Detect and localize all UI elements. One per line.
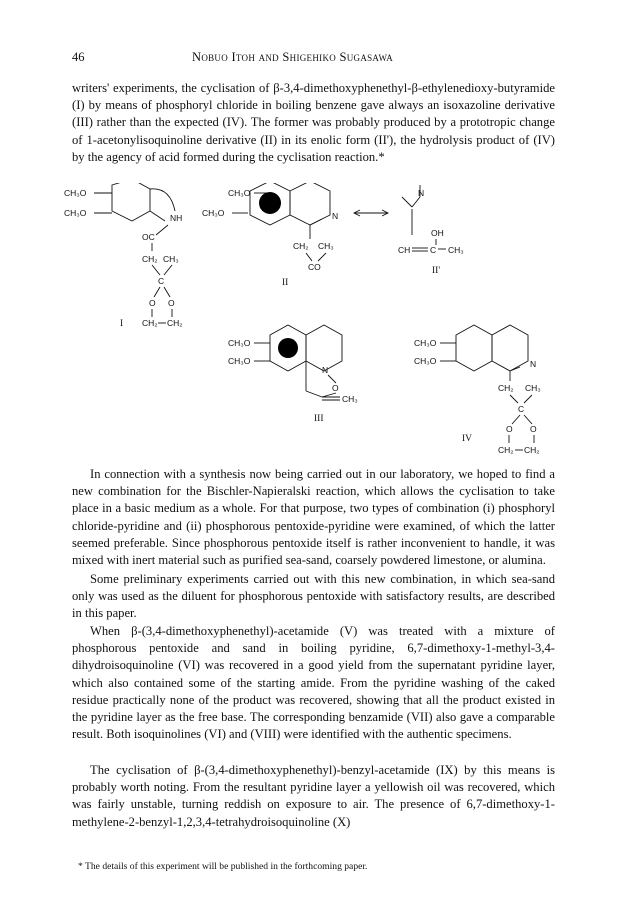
ch3o-label: CH₃O — [64, 188, 87, 198]
oxygen-label: O — [530, 424, 537, 434]
running-header — [72, 50, 552, 66]
ch-label: CH — [398, 245, 411, 255]
ch3o-label: CH₃O — [64, 208, 87, 218]
ch3o-label: CH₃O — [228, 356, 251, 366]
ch2-label: CH₂ — [167, 318, 183, 328]
page-number: 46 — [72, 50, 85, 64]
compound-label-III: III — [314, 414, 324, 424]
compound-I — [64, 183, 183, 329]
quaternary-c-label: C — [158, 276, 165, 286]
compound-II-prime — [398, 185, 464, 276]
paragraph-preliminary: Some preliminary experiments carried out with this new combination, in which sea-sand only was used as the diluent for phosphorous pentoxide with satisfactory results, are described in this paper. — [72, 572, 555, 621]
ch3o-label: CH₃O — [202, 208, 225, 218]
ch2-label: CH₂ — [524, 445, 540, 455]
n-label: N — [530, 359, 537, 369]
ch2-label: CH₂ — [142, 318, 158, 328]
c-label: C — [430, 245, 437, 255]
ch3-label: CH₃ — [448, 245, 464, 255]
compound-label-II-prime: II' — [432, 266, 441, 276]
ch2-label: CH₂ — [142, 254, 158, 264]
oxygen-label: O — [149, 298, 156, 308]
ch2-label: CH₂ — [498, 383, 514, 393]
ch3o-label: CH₃O — [228, 188, 251, 198]
oxygen-label: O — [168, 298, 175, 308]
compound-IV — [414, 325, 541, 455]
nh-label: NH — [170, 213, 183, 223]
footnote: * The details of this experiment will be published in the forthcoming paper. — [78, 861, 368, 872]
quaternary-c-label: C — [518, 404, 525, 414]
ch2-label: CH₂ — [498, 445, 514, 455]
compound-label-I: I — [120, 319, 124, 329]
compound-III — [228, 325, 358, 424]
n-label: N — [332, 211, 339, 221]
carbonyl-label: CO — [308, 262, 321, 272]
ch2-label: CH₂ — [293, 241, 309, 251]
paragraph-benzyl-acetamide: The cyclisation of β-(3,4-dimethoxyphenethyl)-benzyl-acetamide (IX) by this means is probably worth noting. From the resultant pyridine layer a yellowish oil was recovered, which was fairly unstable, turning reddish on exposure to air. The presence of 6,7-dimethoxy-1-methylene-2-benzyl-1,2,3,4-tetrahydroisoquinoline (X) — [72, 763, 555, 829]
compound-label-II: II — [282, 278, 289, 288]
n-label: N — [418, 188, 425, 198]
chemical-structures-figure — [60, 183, 560, 461]
ch3-label: CH₃ — [163, 254, 179, 264]
paragraph-acetamide: When β-(3,4-dimethoxyphenethyl)-acetamide (V) was treated with a mixture of phosphorous pentoxide and sand in boiling pyridine, 6,7-dimethoxy-1-methyl-3,4-dihydroisoquinoline (VI) was recovered in a good yield from the supernatant pyridine layer, which also contained some of the starting amide. From the pyridine washing of the caked residue practically none of the product was recovered, showing that all the product existed in the pyridine layer as the free base. The corresponding benzamide (VII) also gave a comparable result. Both isoquinolines (VI) and (VIII) were identified with the authentic specimens. — [72, 624, 555, 742]
ch3o-label: CH₃O — [228, 338, 251, 348]
n-label: N — [322, 365, 329, 375]
o-label: O — [332, 383, 339, 393]
ch3o-label: CH₃O — [414, 356, 437, 366]
ch3-label: CH₃ — [342, 394, 358, 404]
ch3-label: CH₃ — [318, 241, 334, 251]
paragraph-new-combination: In connection with a synthesis now being carried out in our laboratory, we hoped to find a new combination for the Bischler-Napieralski reaction, which allows the cyclisation to take place in a basic medium as a whole. For that purpose, two types of combination (i) phosphoryl chloride-pyridine and (ii) phosphorous pentoxide-pyridine were examined, of which the latter seemed preferable. Since phosphorous pentoxide itself is rather inconvenient to handle, it was mixed with inert material such as purified sea-sand, coarsely powdered limestone, or alumina. — [72, 467, 555, 568]
compound-II — [202, 183, 388, 288]
paragraph-intro: writers' experiments, the cyclisation of β-3,4-dimethoxyphenethyl-β-ethylenedioxy-butyramide (I) by means of phosphoryl chloride in boiling benzene gave always an isoxazoline derivative (III) rather than the expected (IV). The former was probably produced by a prototropic change of 1-acetonylisoquinoline derivative (II) in its enolic form (II'), the hydrolysis product of (IV) by the agency of acid formed during the cyclisation reaction.* — [72, 81, 555, 164]
ch3o-label: CH₃O — [414, 338, 437, 348]
compound-label-IV: IV — [462, 434, 473, 444]
oh-label: OH — [431, 228, 444, 238]
ch3-label: CH₃ — [525, 383, 541, 393]
running-head-authors: Nobuo Itoh and Shigehiko Sugasawa — [192, 50, 394, 64]
oxygen-label: O — [506, 424, 513, 434]
carbonyl-label: OC — [142, 232, 155, 242]
